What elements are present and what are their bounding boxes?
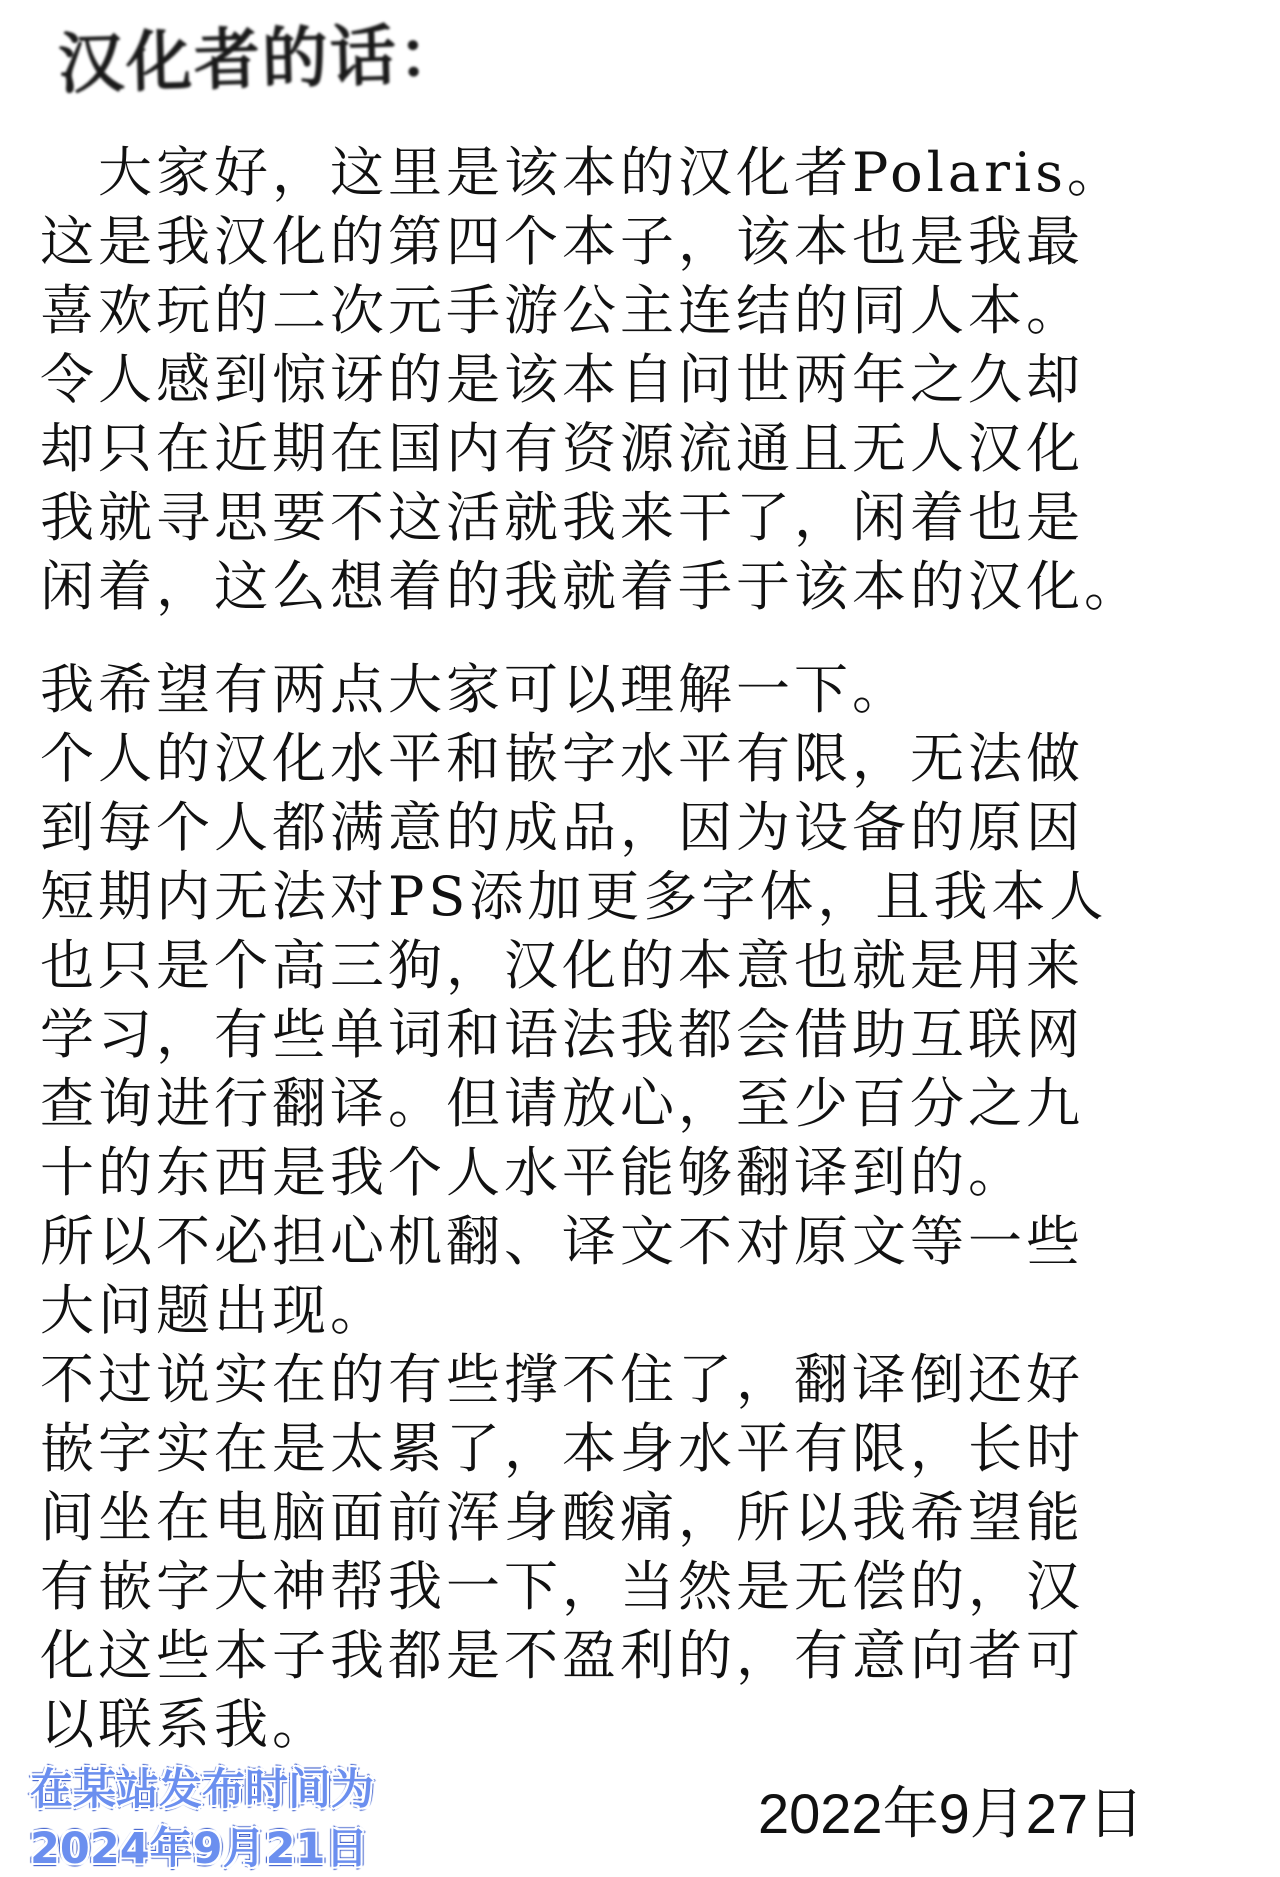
publish-note-line1: 在某站发布时间为 (30, 1765, 374, 1815)
text-line: 喜欢玩的二次元手游公主连结的同人本。 (40, 279, 1084, 342)
text-line: 也只是个高三狗，汉化的本意也就是用来 (40, 934, 1084, 997)
publish-note-line2: 2024年9月21日 (30, 1824, 369, 1874)
text-line: 大家好，这里是该本的汉化者Polaris。 (98, 141, 1125, 204)
text-line: 个人的汉化水平和嵌字水平有限，无法做 (40, 727, 1084, 790)
intro-paragraph (40, 138, 1250, 621)
text-line: 查询进行翻译。但请放心，至少百分之九 (40, 1072, 1084, 1135)
text-line: 化这些本子我都是不盈利的，有意向者可 (40, 1624, 1084, 1687)
notes-paragraph (40, 655, 1250, 1759)
text-line: 所以不必担心机翻、译文不对原文等一些 (40, 1210, 1084, 1273)
page-title: 汉化者的话： (56, 15, 467, 103)
text-line: 大问题出现。 (40, 1279, 388, 1342)
text-line: 短期内无法对PS添加更多字体，且我本人 (40, 865, 1108, 928)
text-line: 十的东西是我个人水平能够翻译到的。 (40, 1141, 1026, 1204)
text-line: 不过说实在的有些撑不住了，翻译倒还好 (40, 1348, 1084, 1411)
text-line: 有嵌字大神帮我一下，当然是无偿的，汉 (40, 1555, 1084, 1618)
text-line: 以联系我。 (40, 1693, 330, 1756)
text-line: 到每个人都满意的成品，因为设备的原因 (40, 796, 1084, 859)
text-line: 却只在近期在国内有资源流通且无人汉化 (40, 417, 1084, 480)
text-line: 令人感到惊讶的是该本自问世两年之久却 (40, 348, 1084, 411)
text-line: 嵌字实在是太累了，本身水平有限，长时 (40, 1417, 1084, 1480)
text-line: 我希望有两点大家可以理解一下。 (40, 658, 910, 721)
text-line: 闲着，这么想着的我就着手于该本的汉化。 (40, 555, 1142, 618)
signature-date: 2022年9月27日 (758, 1782, 1145, 1845)
text-line: 这是我汉化的第四个本子，该本也是我最 (40, 210, 1084, 273)
text-line: 我就寻思要不这活就我来干了，闲着也是 (40, 486, 1084, 549)
text-line: 间坐在电脑面前浑身酸痛，所以我希望能 (40, 1486, 1084, 1549)
text-line: 学习，有些单词和语法我都会借助互联网 (40, 1003, 1084, 1066)
